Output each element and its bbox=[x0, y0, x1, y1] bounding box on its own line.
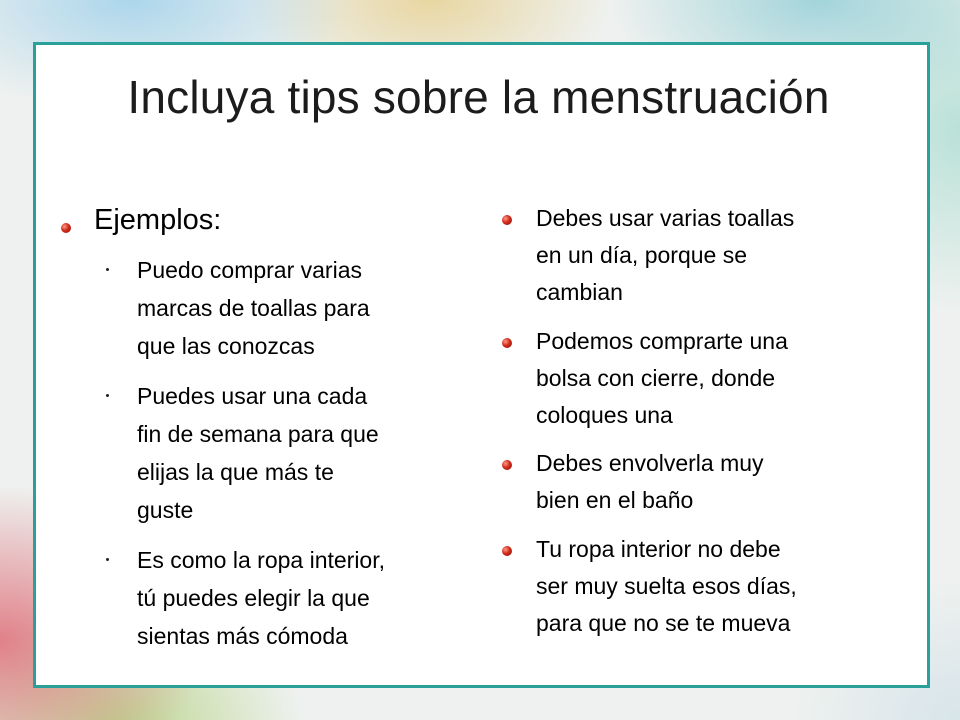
bullet-icon bbox=[502, 546, 512, 556]
bullet-icon bbox=[502, 215, 512, 225]
bullet-icon bbox=[502, 460, 512, 470]
list-item-line: Es como la ropa interior, bbox=[137, 547, 386, 573]
list-item-line: que las conozcas bbox=[137, 333, 315, 359]
slide-title: Incluya tips sobre la menstruación bbox=[127, 71, 830, 123]
bullet-icon bbox=[502, 338, 512, 348]
list-item-line: tú puedes elegir la que bbox=[137, 585, 370, 611]
list-item-line: Debes envolverla muy bbox=[536, 450, 764, 476]
bullet-dot-icon bbox=[106, 268, 109, 271]
list-item-line: Debes usar varias toallas bbox=[536, 205, 795, 231]
list-item-line: ser muy suelta esos días, bbox=[536, 573, 797, 599]
list-item-line: elijas la que más te bbox=[137, 459, 334, 485]
list-item-line: Puedo comprar varias bbox=[137, 257, 362, 283]
bullet-dot-icon bbox=[106, 394, 109, 397]
list-item-line: Tu ropa interior no debe bbox=[536, 536, 781, 562]
list-item-line: fin de semana para que bbox=[137, 421, 379, 447]
list-item-line: para que no se te mueva bbox=[536, 610, 791, 636]
list-item-line: cambian bbox=[536, 279, 623, 305]
list-item-line: Podemos comprarte una bbox=[536, 328, 788, 354]
list-item-line: guste bbox=[137, 497, 194, 523]
list-item-line: en un día, porque se bbox=[536, 242, 747, 268]
list-item-line: Puedes usar una cada bbox=[137, 383, 368, 409]
list-item-line: bien en el baño bbox=[536, 487, 694, 513]
bullet-icon bbox=[61, 223, 71, 233]
list-item-line: sientas más cómoda bbox=[137, 623, 348, 649]
list-item-line: coloques una bbox=[536, 402, 673, 428]
list-item-line: bolsa con cierre, donde bbox=[536, 365, 776, 391]
bullet-dot-icon bbox=[106, 558, 109, 561]
left-heading: Ejemplos: bbox=[94, 204, 222, 236]
list-item-line: marcas de toallas para bbox=[137, 295, 370, 321]
